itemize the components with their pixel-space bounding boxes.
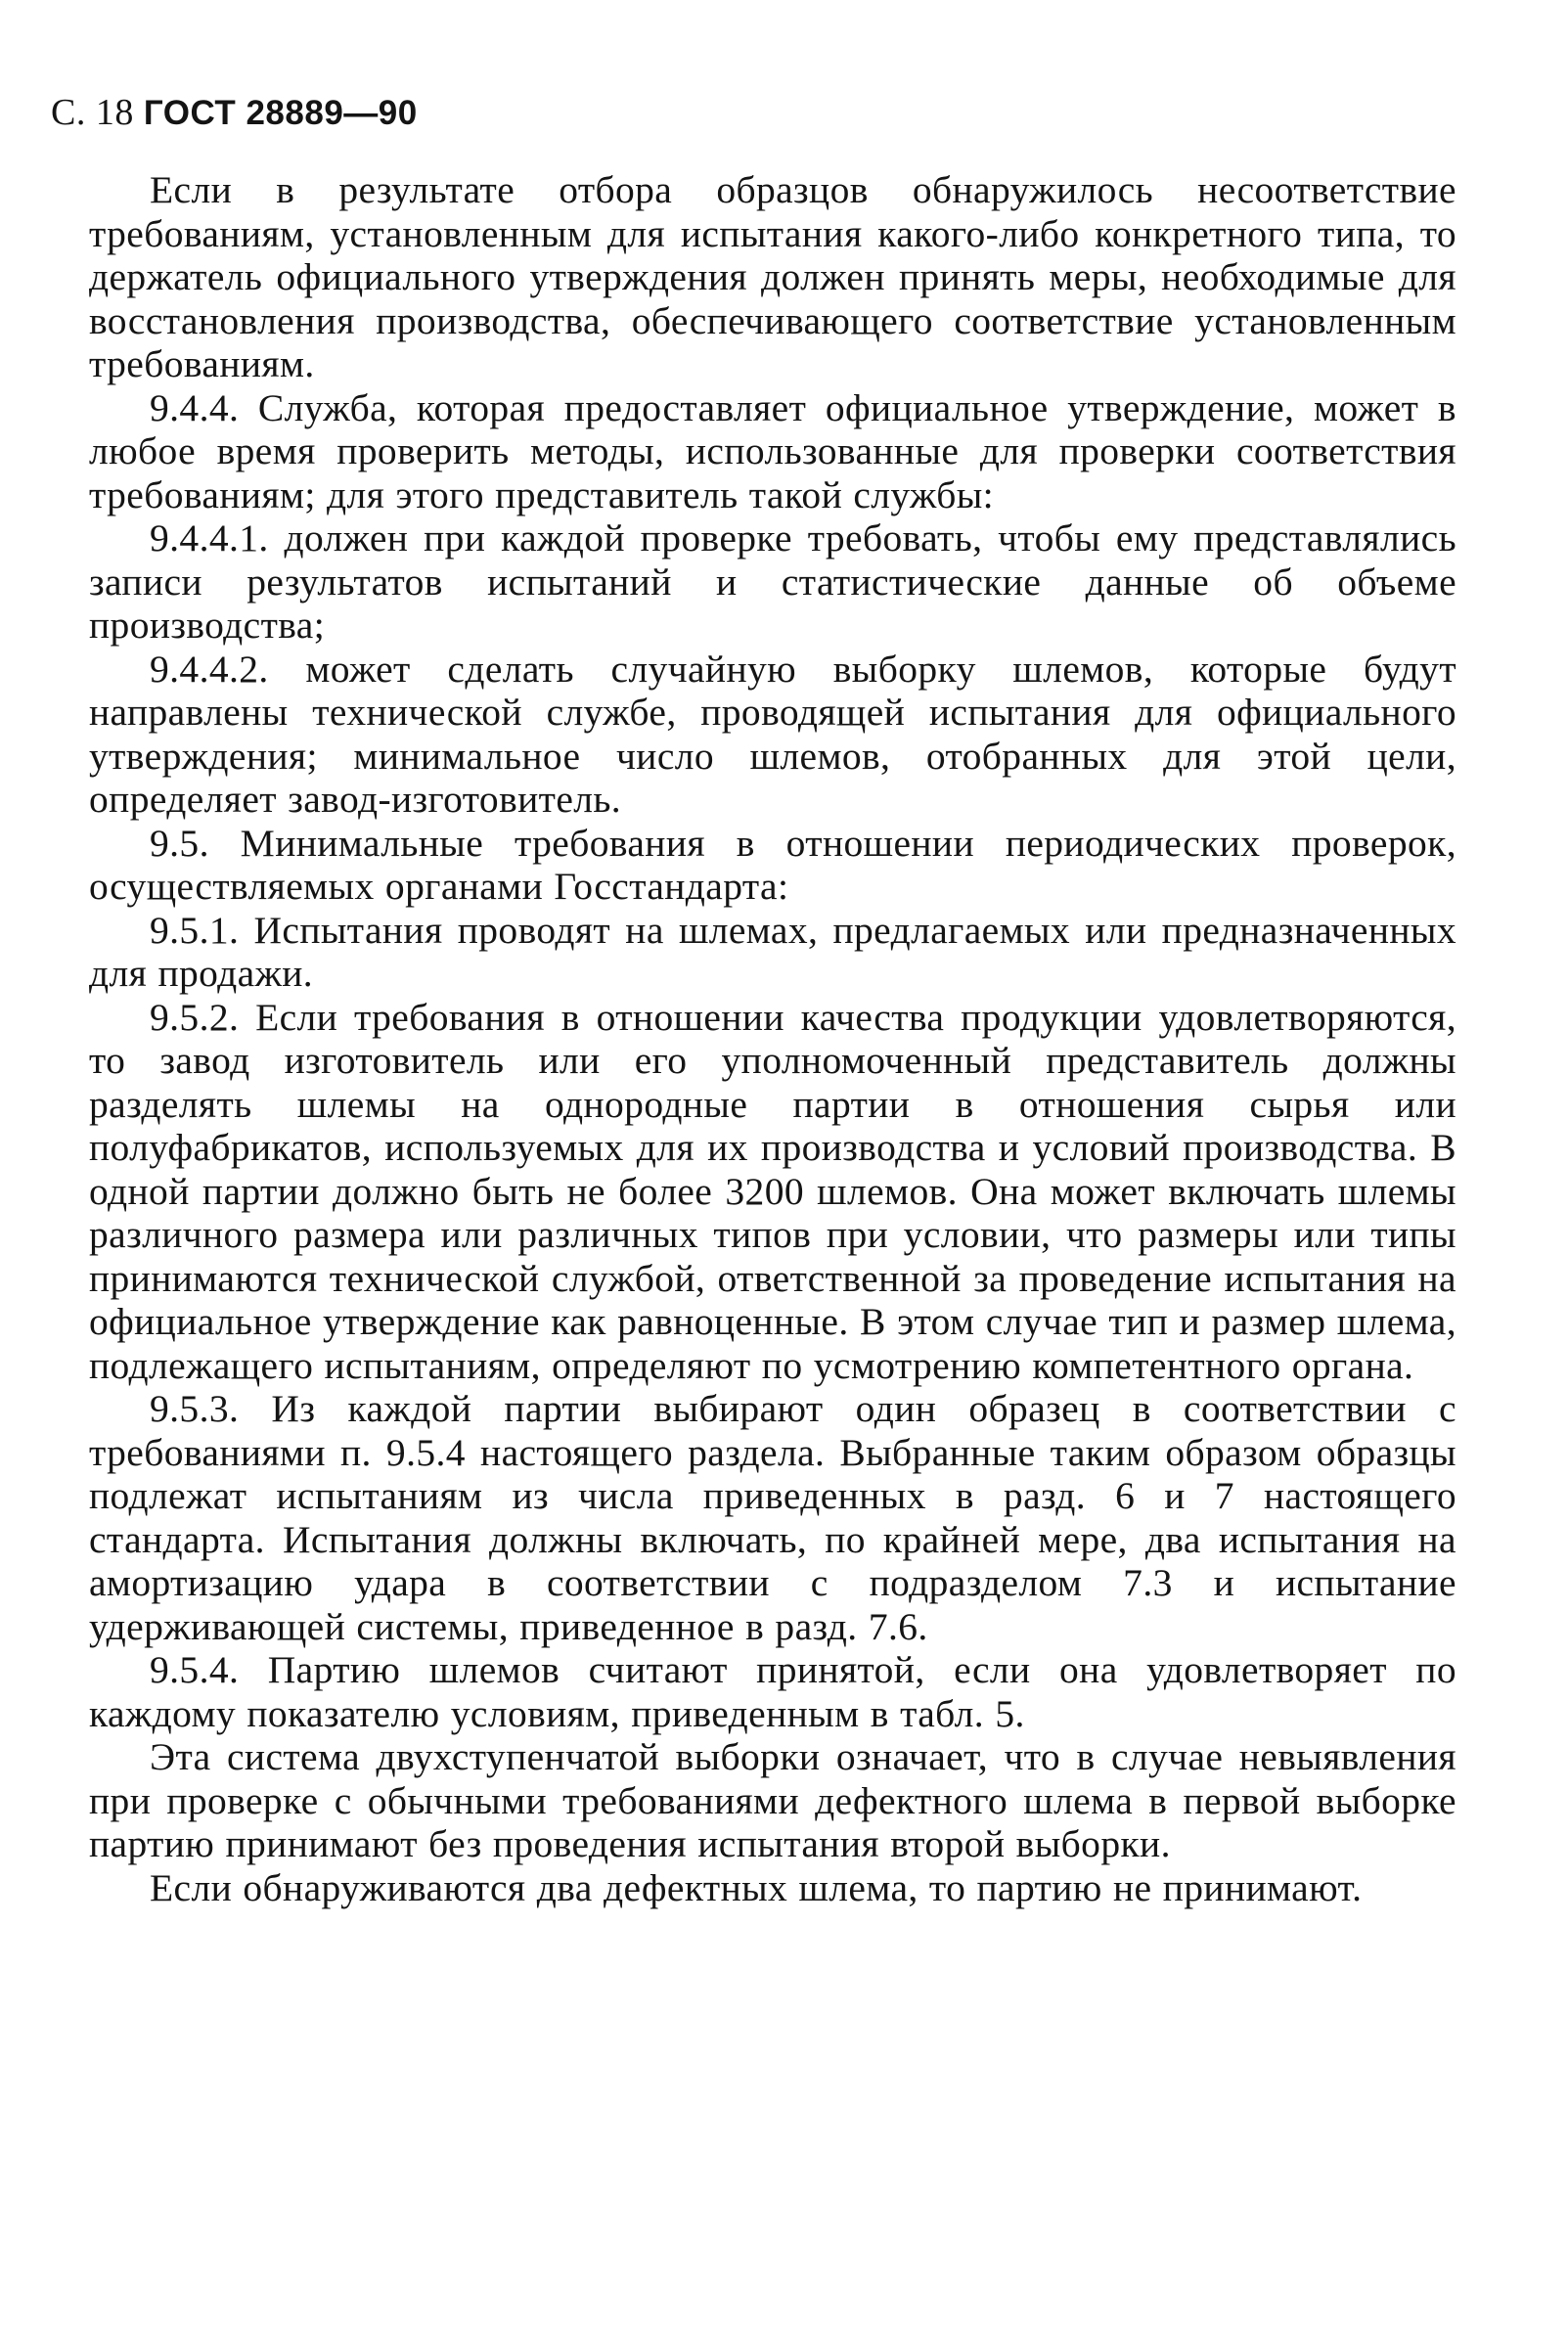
paragraph-9-5-2: 9.5.2. Если требования в отношении качества продукции удовлетворяются, то завод изготовитель или его уполномоченный представитель должны разделять шлемы на однородные партии в отношения сырья или полуфабрикатов, используемых для их производства и условий производства. В одной партии должно быть не более 3200 шлемов. Она может включать шлемы различного размера или различных типов при условии, что размеры или типы принимаются технической службой, ответственной за проведение испытания на официальное утверждение как равноценные. В этом случае тип и размер шлема, подлежащего испытаниям, определяют по усмотрению компетентного органа. (89, 995, 1456, 1387)
paragraph-9-4-4: 9.4.4. Служба, которая предоставляет официальное утверждение, может в любое время проверить методы, использованные для проверки соответствия требованиям; для этого представитель такой службы: (89, 385, 1456, 516)
paragraph-two-stage-sampling: Эта система двухступенчатой выборки означает, что в случае невыявления при проверке с обычными требованиями дефектного шлема в первой выборке партию принимают без проведения испытания второй выборки. (89, 1735, 1456, 1865)
paragraph-9-5-3: 9.5.3. Из каждой партии выбирают один образец в соответствии с требованиями п. 9.5.4 настоящего раздела. Выбранные таким образом образцы подлежат испытаниям из числа приведенных в разд. 6 и 7 настоящего стандарта. Испытания должны включать, по крайней мере, два испытания на амортизацию удара в соответствии с подразделом 7.3 и испытание удерживающей системы, приведенное в разд. 7.6. (89, 1387, 1456, 1648)
paragraph-9-4-4-2: 9.4.4.2. может сделать случайную выборку шлемов, которые будут направлены технической службе, проводящей испытания для официального утверждения; минимальное число шлемов, отобранных для этой цели, определяет завод-изготовитель. (89, 647, 1456, 821)
paragraph-9-5-1: 9.5.1. Испытания проводят на шлемах, предлагаемых или предназначенных для продажи. (89, 908, 1456, 995)
paragraph-rejection-rule: Если обнаруживаются два дефектных шлема, то партию не принимают. (150, 1865, 1363, 1909)
running-header (51, 90, 418, 136)
page-number: С. 18 (51, 92, 134, 133)
paragraph-9-4-4-1: 9.4.4.1. должен при каждой проверке требовать, чтобы ему представлялись записи результатов испытаний и статистические данные об объеме производства; (89, 516, 1456, 647)
standard-designation: ГОСТ 28889—90 (143, 94, 418, 132)
document-body (89, 168, 1456, 1909)
paragraph-9-5: 9.5. Минимальные требования в отношении периодических проверок, осуществляемых органами Госстандарта: (89, 821, 1456, 908)
paragraph-9-5-4: 9.5.4. Партию шлемов считают принятой, если она удовлетворяет по каждому показателю условиям, приведенным в табл. 5. (89, 1648, 1456, 1735)
paragraph-nonconformity-measures: Если в результате отбора образцов обнаружилось несоответствие требованиям, установленным для испытания какого-либо конкретного типа, то держатель официального утверждения должен принять меры, необходимые для восстановления производства, обеспечивающего соответствие установленным требованиям. (89, 168, 1456, 385)
